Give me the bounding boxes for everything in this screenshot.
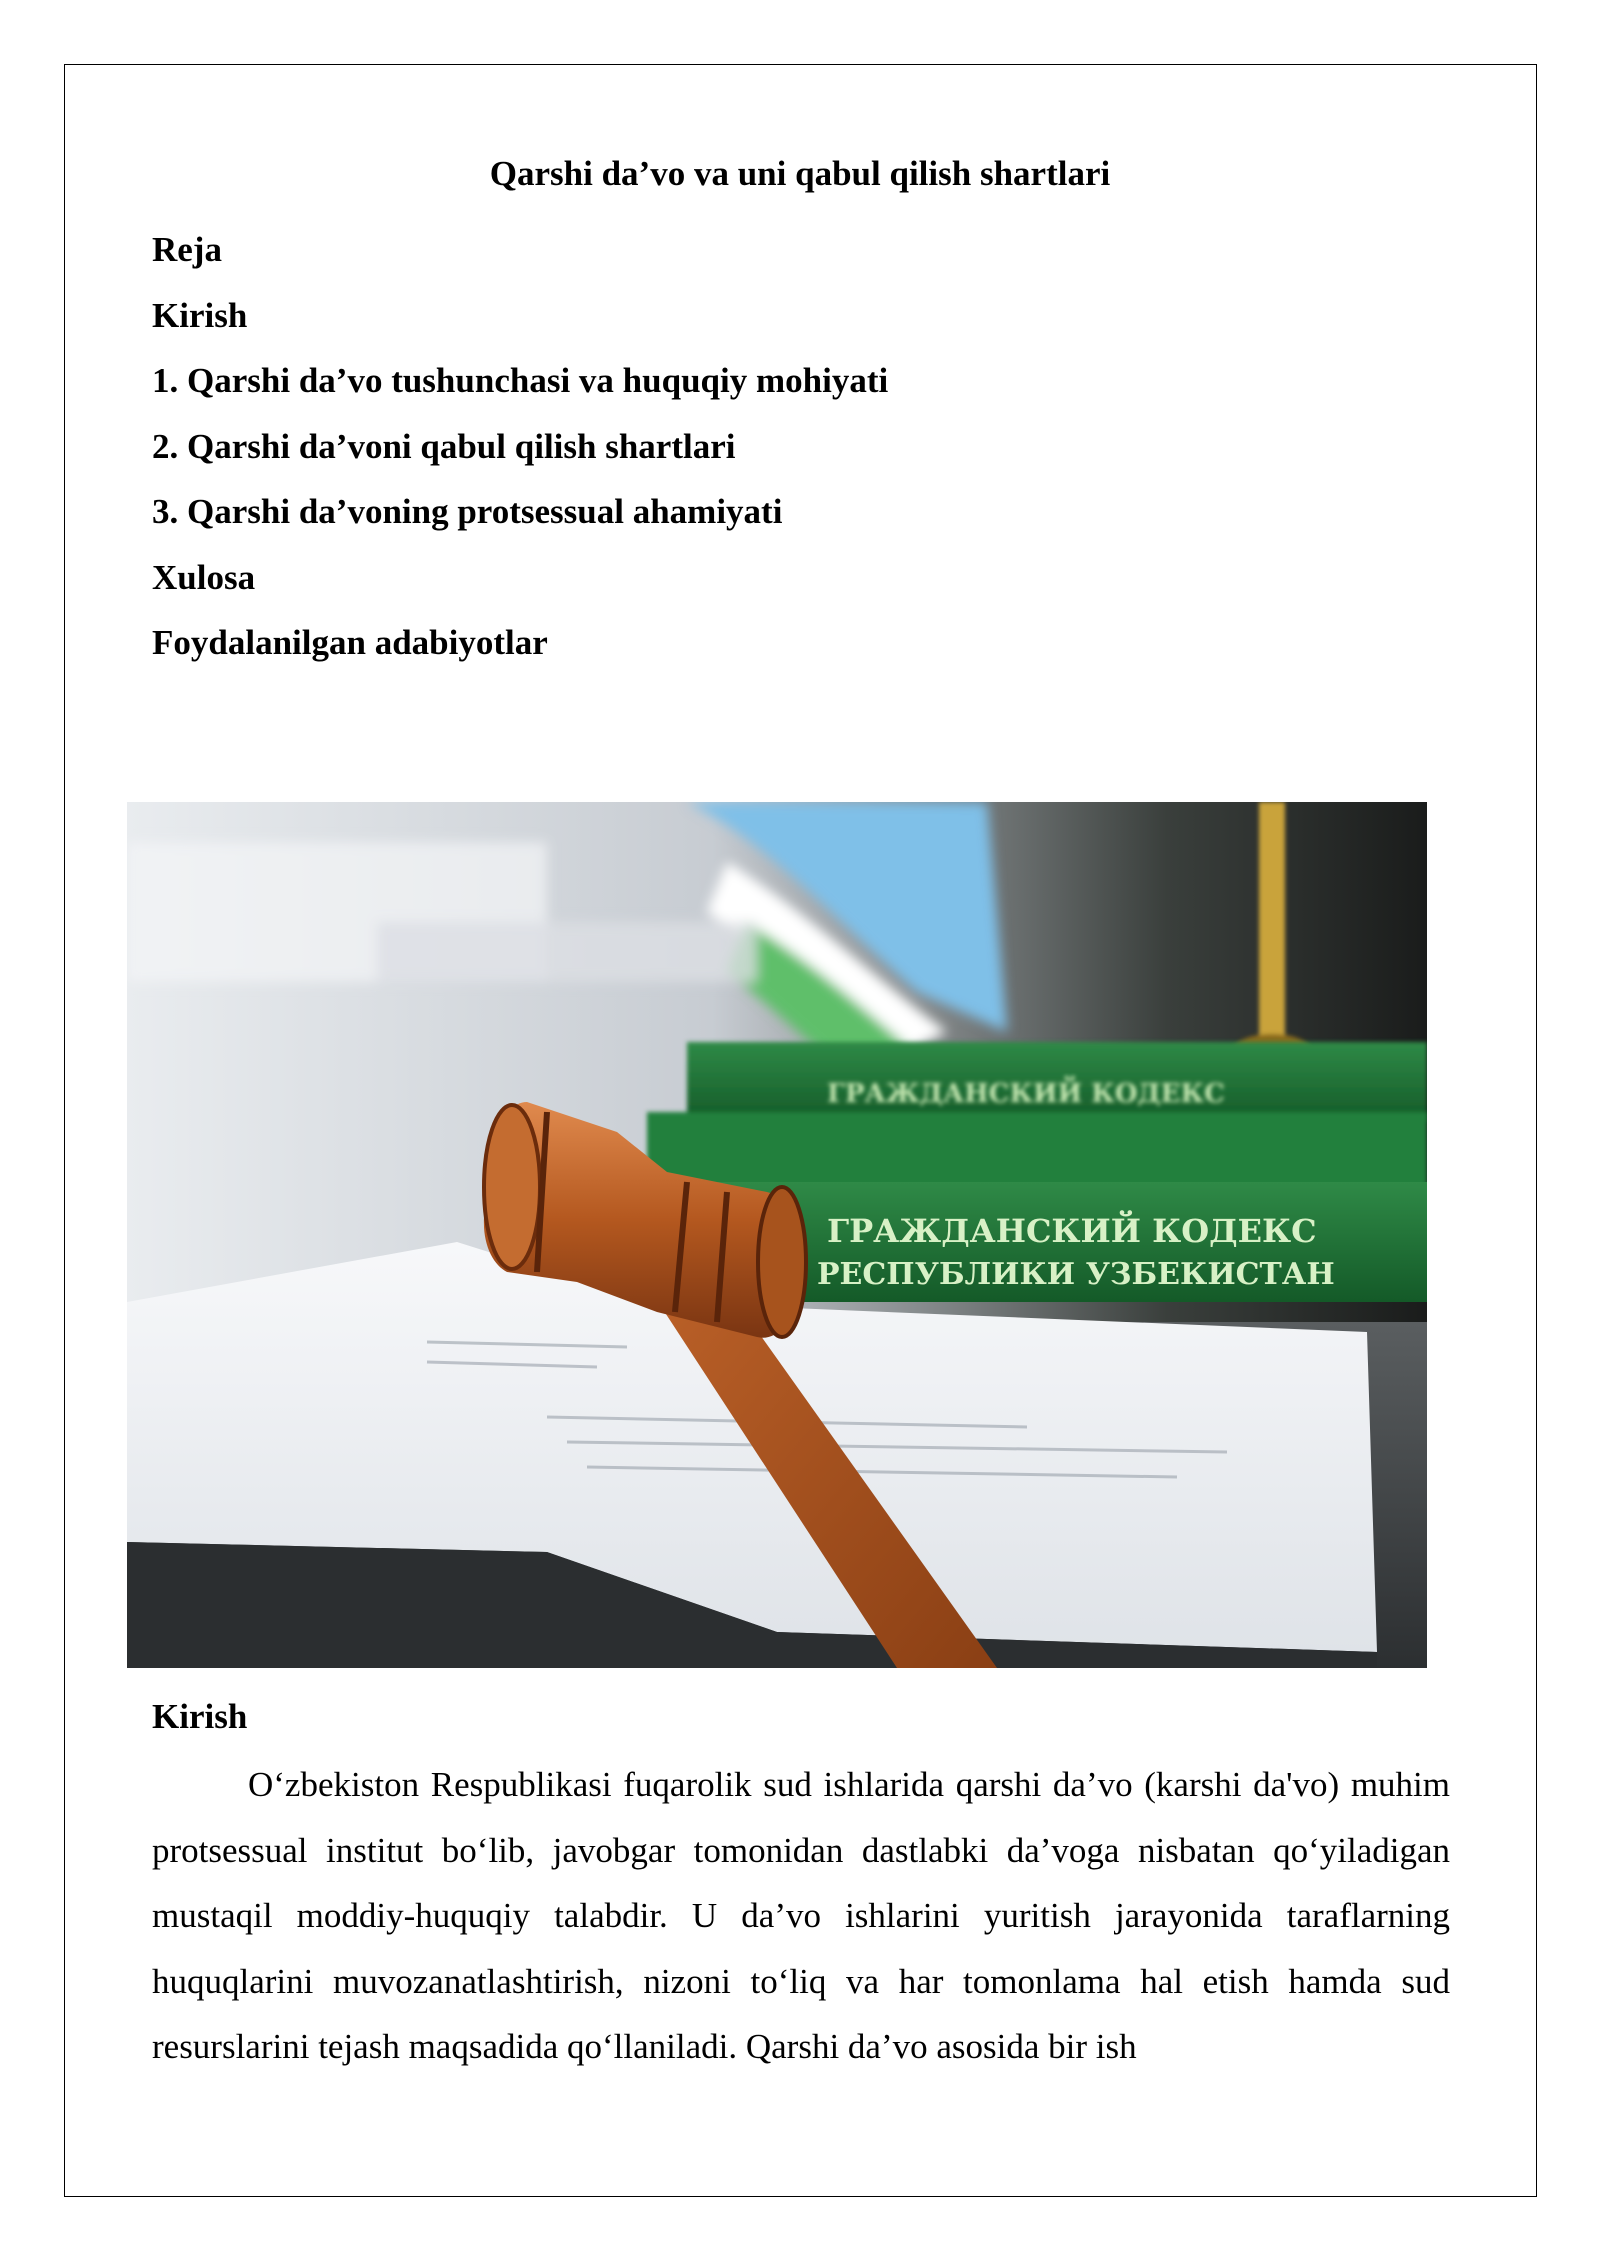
- plan-item-references: Foydalanilgan adabiyotlar: [152, 623, 548, 662]
- document-title: Qarshi da’vo va uni qabul qilish shartlari: [489, 154, 1111, 193]
- plan-item-1: 1. Qarshi da’vo tushunchasi va huquqiy mohiyati: [152, 361, 889, 400]
- book-spine-text-mid: ГРАЖДАНСКИЙ КОДЕКС: [827, 1212, 1317, 1250]
- book-spine-text-bottom: РЕСПУБЛИКИ УЗБЕКИСТАН: [817, 1257, 1335, 1292]
- plan-item-conclusion: Xulosa: [152, 557, 256, 597]
- plan-list: [152, 217, 888, 676]
- plan-item-introduction: Kirish: [152, 295, 248, 335]
- introduction-paragraph: O‘zbekiston Respublikasi fuqarolik sud ishlarida qarshi da’vo (karshi da'vo) muhim protsessual institut bo‘lib, javobgar tomonidan dastlabki da’voga nisbatan qo‘yiladigan mustaqil moddiy-huquqiy talabdir. U da’vo ishlarini yuritish jarayonida taraflarning huquqlarini muvozanatlashtirish, nizoni to‘liq va har tomonlama hal etish hamda sud resurslarini tejash maqsadida qo‘llaniladi. Qarshi da’vo asosida bir ish: [152, 1765, 1450, 2066]
- plan-item-2: 2. Qarshi da’voni qabul qilish shartlari: [152, 426, 736, 466]
- plan-item-3: 3. Qarshi da’voning protsessual ahamiyati: [152, 492, 783, 531]
- gavel-photo: [127, 802, 1427, 1668]
- section-heading-introduction: Kirish: [152, 1697, 248, 1736]
- book-spine-text-top: ГРАЖДАНСКИЙ КОДЕКС: [827, 1079, 1225, 1109]
- plan-heading: Reja: [152, 230, 222, 269]
